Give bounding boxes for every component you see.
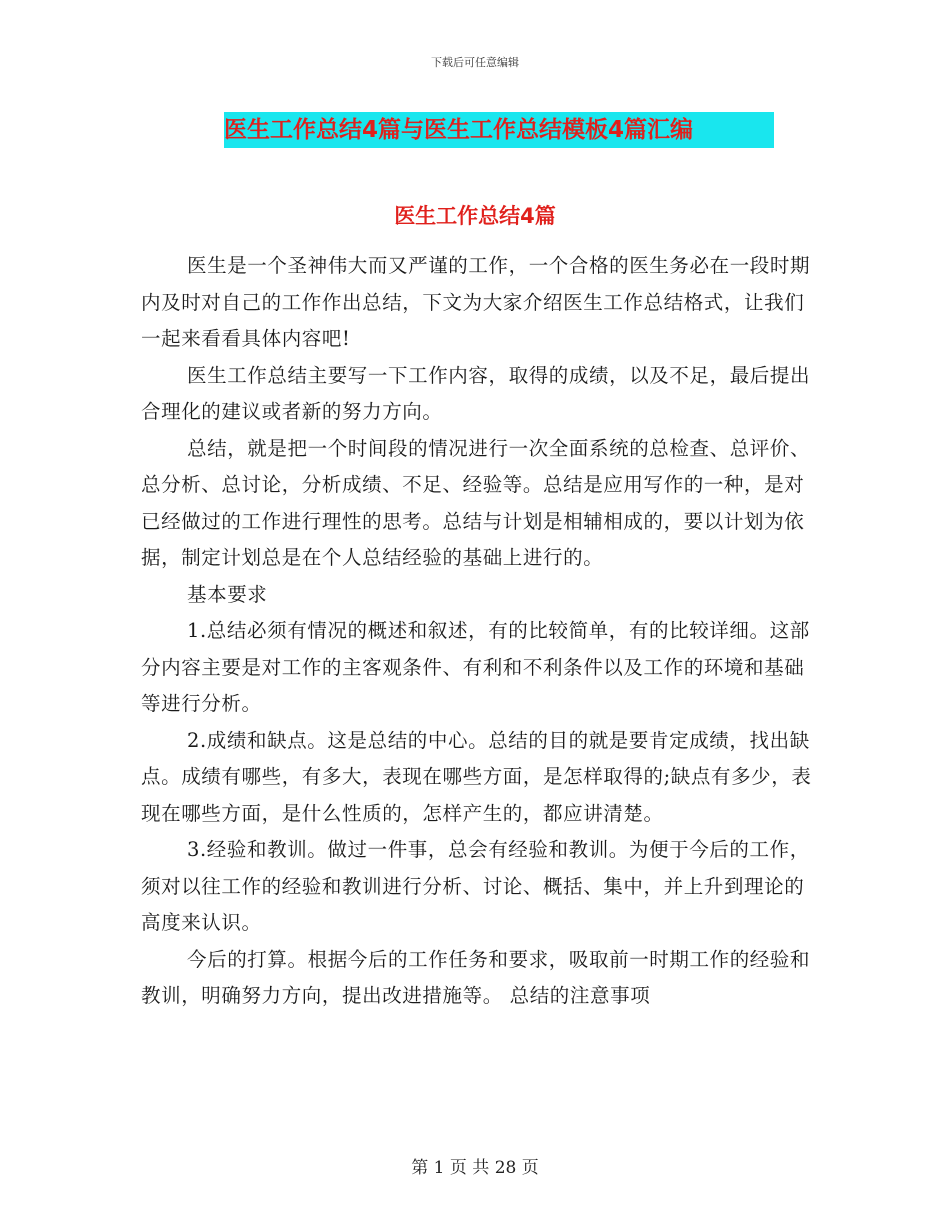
section-title: 医生工作总结4篇 — [394, 204, 556, 228]
document-title: 医生工作总结4篇与医生工作总结模板4篇汇编 — [224, 112, 774, 148]
page-number-footer: 第 1 页 共 28 页 — [411, 1158, 539, 1178]
paragraph: 总结，就是把一个时间段的情况进行一次全面系统的总检查、总评价、总分析、总讨论，分析成绩、不足、经验等。总结是应用写作的一种，是对已经做过的工作进行理性的思考。总结与计划是相辅相成的，要以计划为依据，制定计划总是在个人总结经验的基础上进行的。 — [141, 436, 811, 569]
paragraph: 医生工作总结主要写一下工作内容，取得的成绩，以及不足，最后提出合理化的建议或者新的努力方向。 — [141, 363, 811, 423]
paragraph: 2.成绩和缺点。这是总结的中心。总结的目的就是要肯定成绩，找出缺点。成绩有哪些，有多大，表现在哪些方面，是怎样取得的;缺点有多少，表现在哪些方面，是什么性质的，怎样产生的，都应讲清楚。 — [141, 728, 812, 825]
body-text — [141, 248, 821, 1015]
header-note: 下载后可任意编辑 — [431, 56, 519, 69]
paragraph: 3.经验和教训。做过一件事，总会有经验和教训。为便于今后的工作，须对以往工作的经验和教训进行分析、讨论、概括、集中，并上升到理论的高度来认识。 — [141, 838, 810, 934]
paragraph: 1.总结必须有情况的概述和叙述，有的比较简单，有的比较详细。这部分内容主要是对工作的主客观条件、有利和不利条件以及工作的环境和基础等进行分析。 — [141, 619, 810, 715]
paragraph: 今后的打算。根据今后的工作任务和要求，吸取前一时期工作的经验和教训，明确努力方向，提出改进措施等。 总结的注意事项 — [141, 947, 811, 1007]
paragraph: 医生是一个圣神伟大而又严谨的工作，一个合格的医生务必在一段时期内及时对自己的工作作出总结，下文为大家介绍医生工作总结格式，让我们一起来看看具体内容吧! — [141, 254, 811, 350]
paragraph-heading: 基本要求 — [187, 582, 268, 606]
